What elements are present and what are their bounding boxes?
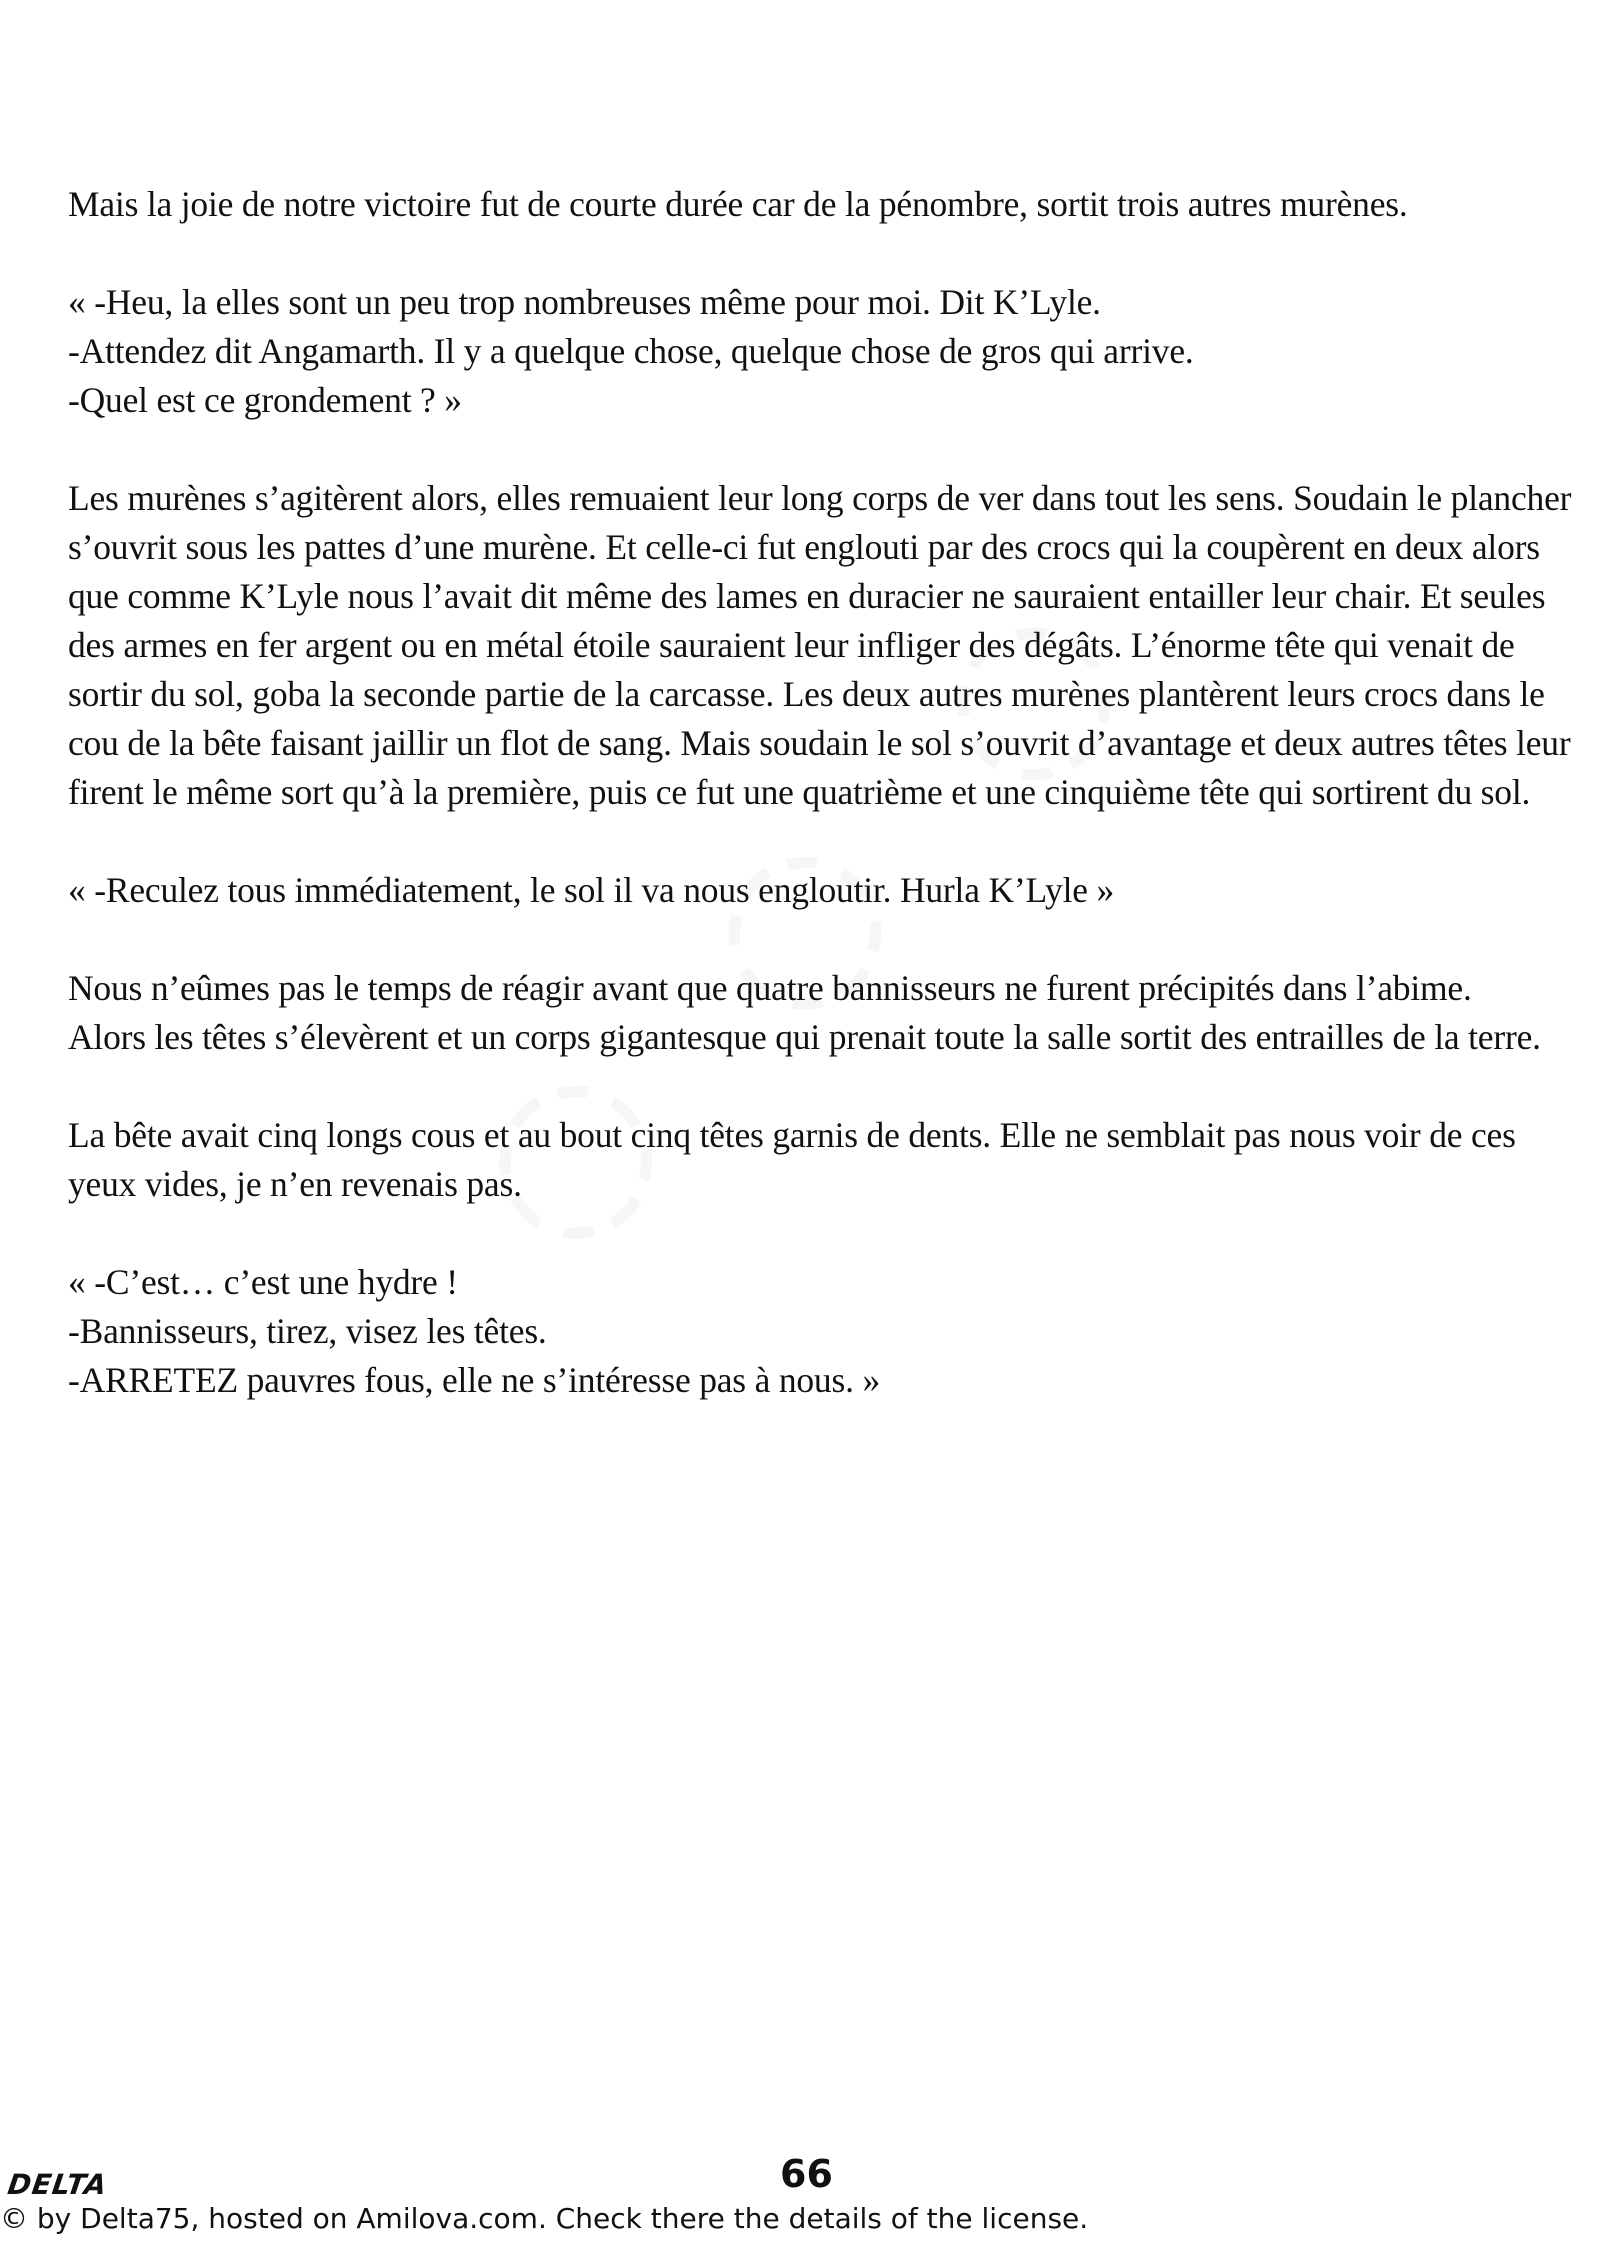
paragraph: Nous n’eûmes pas le temps de réagir avant que quatre bannisseurs ne furent précipités dans l’abime. Alors les têtes s’élevèrent et un corps gigantesque qui prenait toute la salle sortit des entrailles de la terre. [68, 968, 1541, 1057]
paragraph: Mais la joie de notre victoire fut de courte durée car de la pénombre, sortit trois autres murènes. [68, 184, 1408, 224]
license-notice: © by Delta75, hosted on Amilova.com. Check there the details of the license. [0, 2202, 1089, 2235]
paragraph: Les murènes s’agitèrent alors, elles remuaient leur long corps de ver dans tout les sens. Soudain le plancher s’ouvrit sous les pattes d’une murène. Et celle-ci fut englouti par des crocs qui la coupèrent en deux alors que comme K’Lyle nous l’avait dit même des lames en duracier ne sauraient entailler leur chair. Et seules des armes en fer argent ou en métal étoile sauraient leur infliger des dégâts. L’énorme tête qui venait de sortir du sol, goba la seconde partie de la carcasse. Les deux autres murènes plantèrent leurs crocs dans le cou de la bête faisant jaillir un flot de sang. Mais soudain le sol s’ouvrit d’avantage et deux autres têtes leur firent le même sort qu’à la première, puis ce fut une quatrième et une cinquième tête qui sortirent du sol. [68, 478, 1572, 812]
paragraph: « -C’est… c’est une hydre ! -Bannisseurs, tirez, visez les têtes. -ARRETEZ pauvres fous, elle ne s’intéresse pas à nous. » [68, 1262, 880, 1400]
paragraph: « -Heu, la elles sont un peu trop nombreuses même pour moi. Dit K’Lyle. -Attendez dit Angamarth. Il y a quelque chose, quelque chose de gros qui arrive. -Quel est ce grondement ? » [68, 282, 1194, 420]
page-number: 66 [780, 2152, 833, 2196]
page-text [68, 180, 1588, 1454]
delta-logo: DELTA [5, 2168, 110, 2201]
paragraph: « -Reculez tous immédiatement, le sol il va nous engloutir. Hurla K’Lyle » [68, 870, 1115, 910]
paragraph: La bête avait cinq longs cous et au bout cinq têtes garnis de dents. Elle ne semblait pas nous voir de ces yeux vides, je n’en revenais pas. [68, 1115, 1516, 1204]
